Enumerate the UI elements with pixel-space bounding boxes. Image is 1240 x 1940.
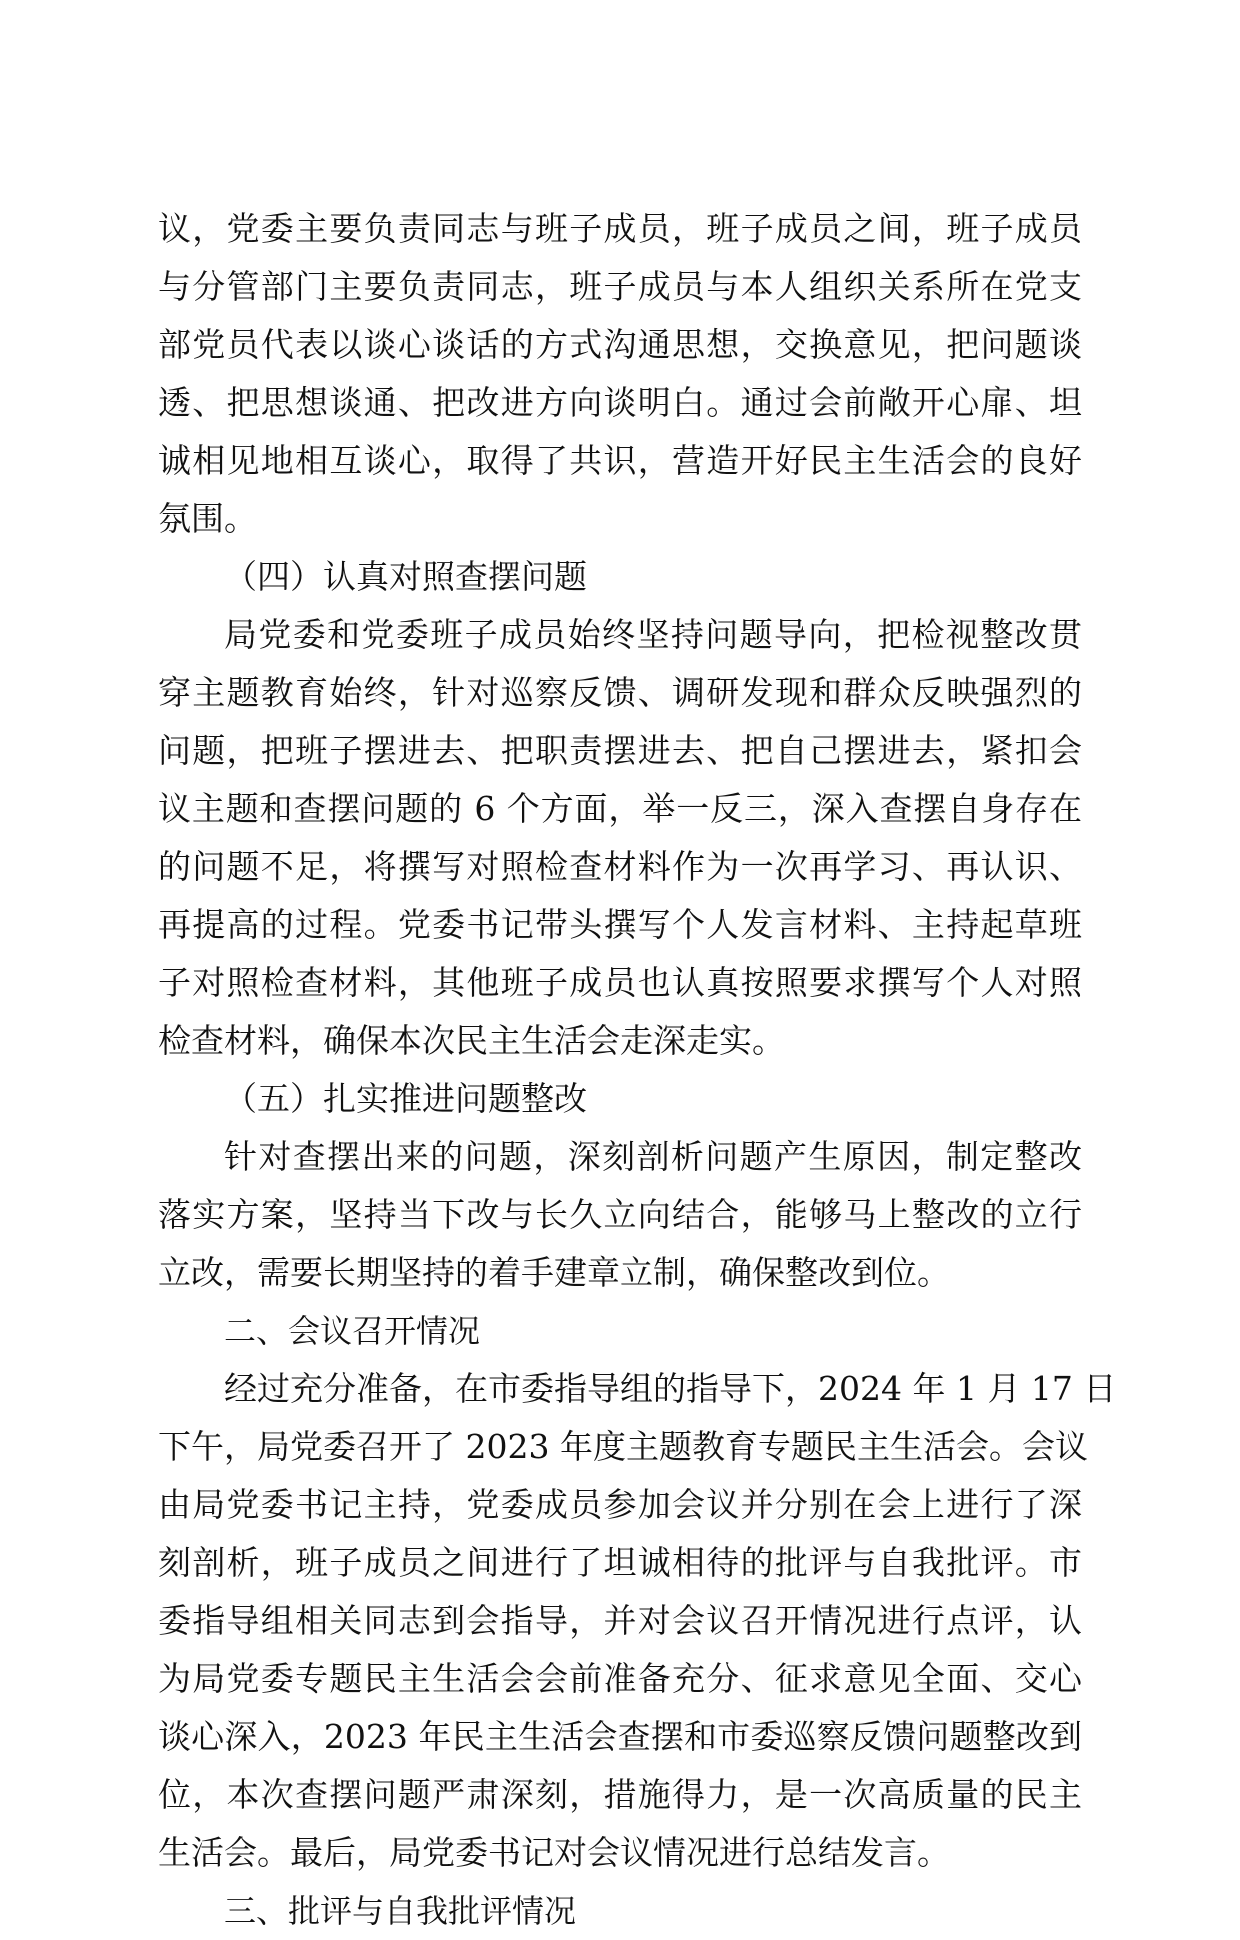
- text-line: 位，本次查摆问题严肃深刻，措施得力，是一次高质量的民主: [158, 1775, 1082, 1814]
- text-line: 由局党委书记主持，党委成员参加会议并分别在会上进行了深: [158, 1485, 1082, 1524]
- text-line: 经过充分准备，在市委指导组的指导下，2024 年 1 月 17 日: [224, 1369, 1117, 1408]
- text-line: 立改，需要长期坚持的着手建章立制，确保整改到位。: [158, 1253, 950, 1292]
- text-line: 部党员代表以谈心谈话的方式沟通思想，交换意见，把问题谈: [158, 325, 1082, 364]
- text-line: 诚相见地相互谈心，取得了共识，营造开好民主生活会的良好: [158, 441, 1082, 480]
- text-line: 针对查摆出来的问题，深刻剖析问题产生原因，制定整改: [224, 1137, 1082, 1176]
- text-line: 下午，局党委召开了 2023 年度主题教育专题民主生活会。会议: [158, 1427, 1088, 1466]
- text-line: 透、把思想谈通、把改进方向谈明白。通过会前敞开心扉、坦: [158, 383, 1082, 422]
- text-line: 再提高的过程。党委书记带头撰写个人发言材料、主持起草班: [158, 905, 1082, 944]
- subheading-five: （五）扎实推进问题整改: [224, 1079, 587, 1118]
- text-line: 委指导组相关同志到会指导，并对会议召开情况进行点评，认: [158, 1601, 1082, 1640]
- paragraph-rectification: [158, 1128, 1082, 1302]
- text-line: 检查材料，确保本次民主生活会走深走实。: [158, 1021, 785, 1060]
- paragraph-self-examination: [158, 606, 1082, 1070]
- section-heading-criticism: 三、批评与自我批评情况: [224, 1892, 577, 1930]
- text-line: 子对照检查材料，其他班子成员也认真按照要求撰写个人对照: [158, 963, 1082, 1002]
- text-line: 氛围。: [158, 499, 257, 538]
- text-line: 的问题不足，将撰写对照检查材料作为一次再学习、再认识、: [158, 847, 1082, 886]
- text-line: 与分管部门主要负责同志，班子成员与本人组织关系所在党支: [158, 267, 1082, 306]
- text-line: 问题，把班子摆进去、把职责摆进去、把自己摆进去，紧扣会: [158, 731, 1082, 770]
- subheading-four: （四）认真对照查摆问题: [224, 557, 587, 596]
- paragraph-talks: [158, 200, 1082, 548]
- text-line: 为局党委专题民主生活会会前准备充分、征求意见全面、交心: [158, 1659, 1082, 1698]
- text-line: 局党委和党委班子成员始终坚持问题导向，把检视整改贯: [224, 615, 1082, 654]
- section-heading-meeting: 二、会议召开情况: [224, 1312, 481, 1350]
- text-line: 议，党委主要负责同志与班子成员，班子成员之间，班子成员: [158, 209, 1082, 248]
- text-line: 落实方案，坚持当下改与长久立向结合，能够马上整改的立行: [158, 1195, 1082, 1234]
- paragraph-meeting: [158, 1360, 1117, 1882]
- text-line: 刻剖析，班子成员之间进行了坦诚相待的批评与自我批评。市: [158, 1543, 1082, 1582]
- text-line: 穿主题教育始终，针对巡察反馈、调研发现和群众反映强烈的: [158, 673, 1082, 712]
- text-line: 议主题和查摆问题的 6 个方面，举一反三，深入查摆自身存在: [158, 789, 1082, 828]
- document-page: [158, 200, 1117, 1940]
- text-line: 谈心深入，2023 年民主生活会查摆和市委巡察反馈问题整改到: [158, 1717, 1082, 1756]
- text-line: 生活会。最后，局党委书记对会议情况进行总结发言。: [158, 1833, 950, 1872]
